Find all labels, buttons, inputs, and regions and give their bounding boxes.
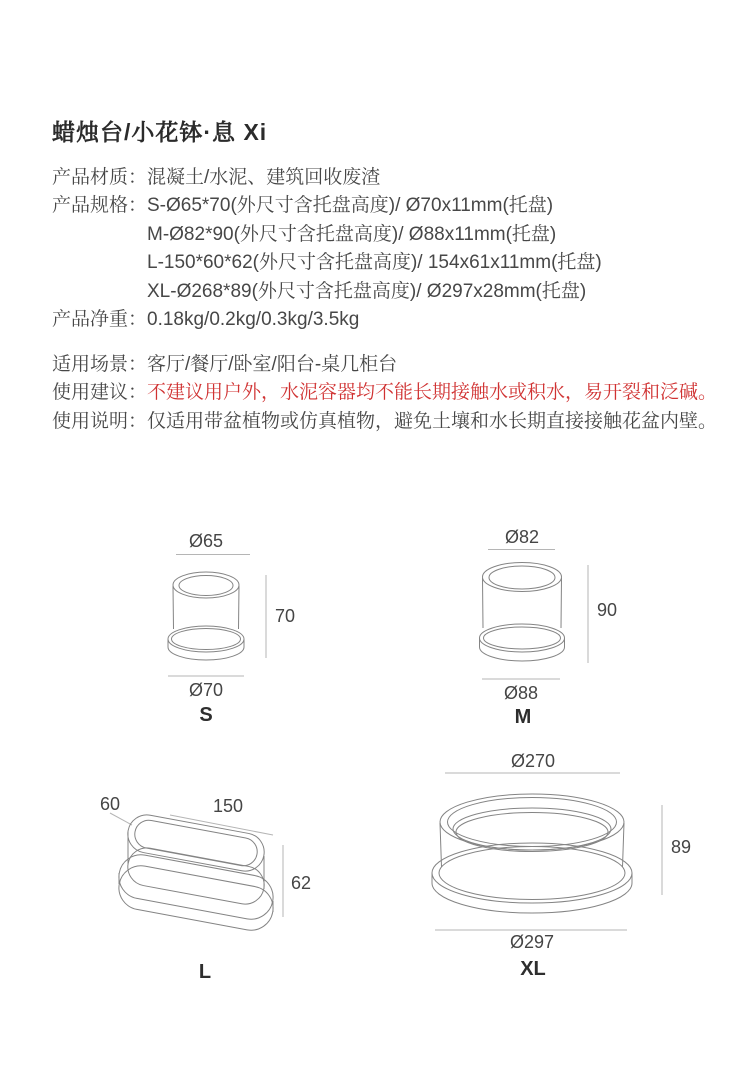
l-depth-dim-line (110, 813, 132, 825)
advice-row (52, 379, 717, 407)
m-pot-outline (480, 563, 565, 662)
scene-value: 客厅/餐厅/卧室/阳台-桌几柜台 (147, 354, 398, 375)
drawing-size-xl (410, 745, 710, 985)
l-size-name: L (198, 961, 212, 983)
xl-height-label: 89 (671, 837, 692, 857)
m-height-label: 90 (597, 600, 618, 620)
drawing-size-s (130, 525, 310, 725)
l-length-dim-line (170, 815, 273, 835)
usage-block (52, 351, 717, 436)
weight-label: 产品净重： (52, 309, 148, 331)
product-specs-block (52, 164, 602, 334)
page-title: 蜡烛台/小花钵·息 Xi (52, 119, 268, 145)
xl-bowl-outline (432, 794, 632, 913)
scene-label: 适用场景： (52, 354, 148, 375)
size-row (52, 249, 602, 277)
l-height-label: 62 (291, 873, 312, 893)
size-line-m: M-Ø82*90(外尺寸含托盘高度)/ Ø88x11mm(托盘) (147, 223, 557, 245)
note-label: 使用说明： (52, 410, 148, 432)
size-row (52, 221, 602, 249)
weight-value: 0.18kg/0.2kg/0.3kg/3.5kg (147, 309, 360, 331)
xl-top-diameter-label: Ø270 (510, 751, 556, 771)
s-pot-outline (168, 572, 244, 660)
size-line-xl: XL-Ø268*89(外尺寸含托盘高度)/ Ø297x28mm(托盘) (147, 280, 587, 302)
note-value: 仅适用带盆植物或仿真植物，避免土壤和水长期直接接触花盆内壁。 (147, 410, 718, 432)
l-depth-label: 60 (99, 794, 121, 814)
weight-row (52, 306, 602, 334)
m-size-name: M (514, 706, 532, 728)
drawing-size-l (70, 790, 320, 990)
material-row (52, 164, 602, 192)
material-label: 产品材质： (52, 167, 148, 188)
size-row (52, 192, 602, 220)
l-planter-outline (115, 812, 276, 934)
l-length-label: 150 (212, 796, 244, 816)
s-size-name: S (199, 704, 213, 725)
s-height-label: 70 (275, 606, 296, 626)
s-tray-diameter-label: Ø70 (188, 680, 224, 700)
scene-row (52, 351, 717, 379)
note-row (52, 408, 717, 436)
size-line-l: L-150*60*62(外尺寸含托盘高度)/ 154x61x11mm(托盘) (147, 252, 602, 274)
advice-label: 使用建议： (52, 382, 148, 404)
m-top-diameter-label: Ø82 (504, 527, 540, 547)
xl-size-name: XL (520, 958, 546, 980)
material-value: 混凝土/水泥、建筑回收废渣 (147, 167, 381, 188)
s-top-diameter-label: Ø65 (188, 531, 224, 551)
size-label: 产品规格： (52, 195, 148, 217)
m-tray-diameter-label: Ø88 (503, 683, 539, 703)
xl-tray-diameter-label: Ø297 (509, 932, 555, 952)
advice-warning-text: 不建议用户外，水泥容器均不能长期接触水或积水，易开裂和泛碱。 (147, 382, 718, 404)
size-row (52, 278, 602, 306)
drawing-size-m (440, 520, 650, 730)
size-line-s: S-Ø65*70(外尺寸含托盘高度)/ Ø70x11mm(托盘) (147, 195, 554, 217)
